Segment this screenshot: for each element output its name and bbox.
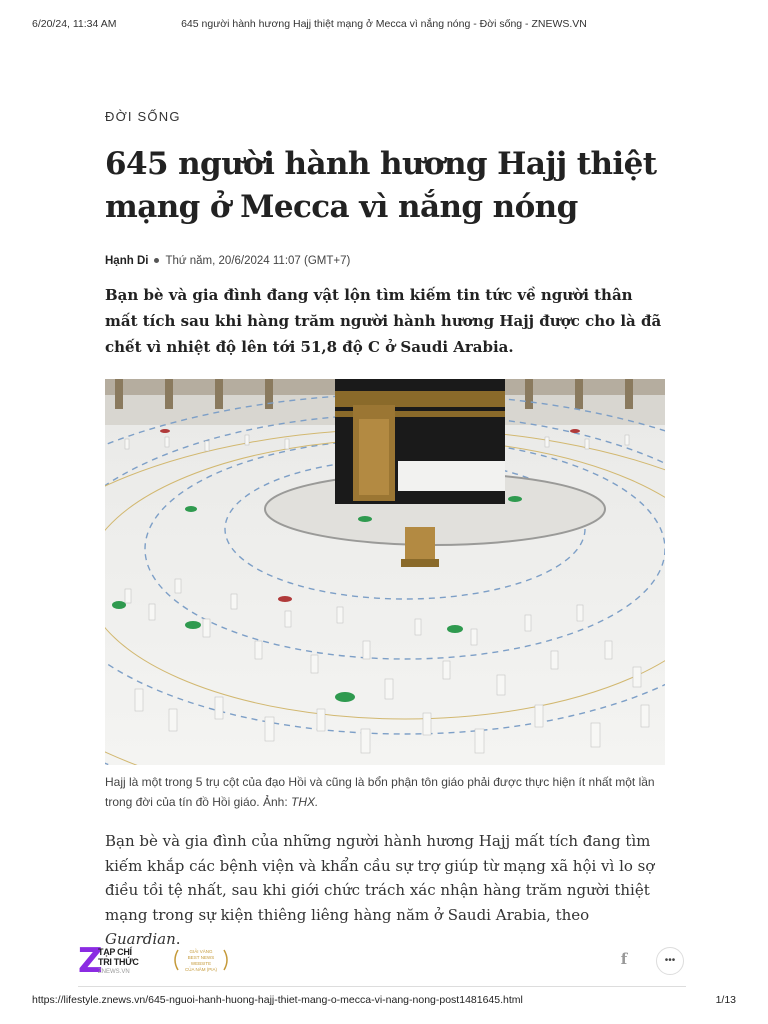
photo-caption xyxy=(105,772,665,812)
more-options-icon[interactable]: ••• xyxy=(656,947,684,975)
award-line-3: CỦA NĂM (PIA) xyxy=(184,967,217,972)
print-header xyxy=(32,18,736,32)
article-photo xyxy=(105,379,665,765)
logo-line-1: TẠP CHÍ xyxy=(98,947,132,957)
caption-credit: THX. xyxy=(290,795,319,809)
body-end: . xyxy=(175,930,181,948)
award-badge xyxy=(170,946,232,974)
headline-line-1: 645 người hành hương Hajj thiệt xyxy=(105,146,657,182)
article-byline xyxy=(105,255,350,267)
article-bottom-bar xyxy=(78,938,686,988)
article-body-paragraph xyxy=(105,829,665,952)
publish-date: Thứ năm, 20/6/2024 11:07 (GMT+7) xyxy=(165,255,351,267)
article-sapo: Bạn bè và gia đình đang vật lộn tìm kiếm tin tức về người thân mất tích sau khi hàng trăm người hành hương Hajj được cho là đã chết vì nhiệt độ lên tới 51,8 độ C ở Saudi Arabia. xyxy=(105,286,662,356)
separator-dot xyxy=(154,258,159,263)
caption-text: Hajj là một trong 5 trụ cột của đạo Hồi và cũng là bổn phận tôn giáo phải được thực hiện ít nhất một lần trong đời của tín đồ Hồi giáo. Ảnh: xyxy=(105,775,655,809)
print-footer xyxy=(32,994,736,1008)
award-line-2: BEST NEWS WEBSITE xyxy=(187,955,215,966)
award-text xyxy=(180,949,222,973)
page-counter: 1/13 xyxy=(715,994,736,1006)
logo-subtext: ZNEWS.VN xyxy=(98,969,130,975)
facebook-share-icon[interactable]: f xyxy=(620,950,628,968)
logo-z-letter: Z xyxy=(78,941,103,981)
article-category-link[interactable]: ĐỜI SỐNG xyxy=(105,109,181,124)
print-page-title: 645 người hành hương Hajj thiệt mạng ở Mecca vì nắng nóng - Đời sống - ZNEWS.VN xyxy=(181,18,587,30)
headline-line-2: mạng ở Mecca vì nắng nóng xyxy=(105,189,578,225)
body-source: Guardian xyxy=(105,930,176,948)
author-link[interactable]: Hạnh Di xyxy=(105,255,149,267)
body-text: Bạn bè và gia đình của những người hành hương Hajj mất tích đang tìm kiếm khắp các bệnh viện và khẩn cầu sự trợ giúp từ mạng xã hội vì lo sợ điều tồi tệ nhất, sau khi giới chức trách xác nhận hàng trăm người thiệt mạng trong sự kiện thiêng liêng hàng năm ở Saudi Arabia, theo xyxy=(105,832,655,924)
print-datetime: 6/20/24, 11:34 AM xyxy=(32,18,117,30)
footer-divider xyxy=(78,986,686,987)
znews-logo[interactable] xyxy=(78,941,158,981)
award-line-1: GIẢI VÀNG xyxy=(189,949,213,954)
print-url: https://lifestyle.znews.vn/645-nguoi-hanh-huong-hajj-thiet-mang-o-mecca-vi-nang-nong-post1481645.html xyxy=(32,994,523,1006)
article-headline xyxy=(105,143,665,229)
kaaba-photo-illustration xyxy=(105,379,665,765)
logo-text xyxy=(98,947,139,967)
logo-line-2: TRI THỨC xyxy=(98,957,139,967)
